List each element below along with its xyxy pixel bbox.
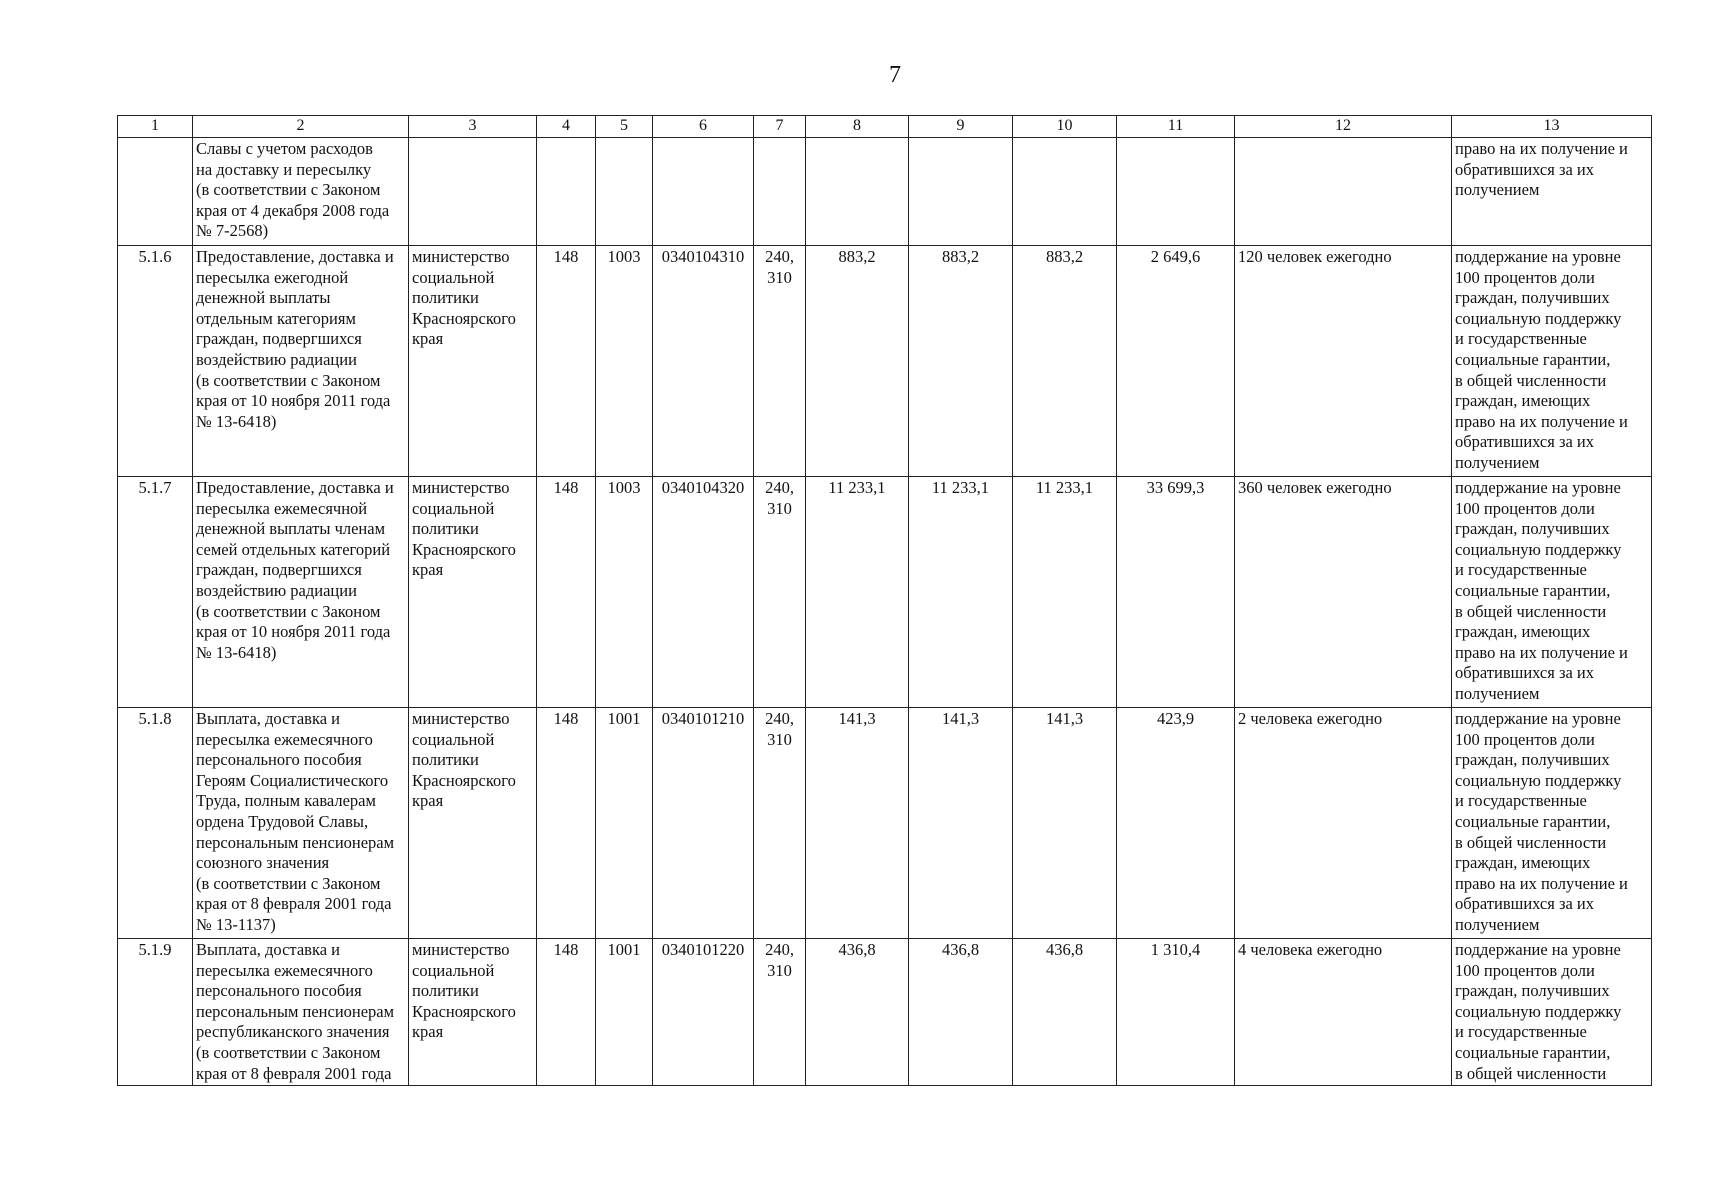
goal-indicator: поддержание на уровне 100 процентов доли граждан, получивших социальную поддержку и государственные социальные гарантии, в общей численности граждан, имеющих право на их получение и обратившихся за их получением (1455, 247, 1628, 472)
amount-year-3: 883,2 (1045, 247, 1084, 266)
column-number: 4 (537, 116, 596, 138)
row-number: 5.1.7 (138, 478, 172, 497)
grbs-code-cell (537, 138, 596, 246)
amount-total: 33 699,3 (1146, 478, 1205, 497)
rzpr-code-cell (596, 939, 653, 1086)
goal-indicator-cell (1452, 939, 1652, 1086)
activity-name: Предоставление, доставка и пересылка ежемесячной денежной выплаты членам семей отдельных категорий граждан, подвергшихся воздействию радиации (в соответствии с Законом края от 10 ноября 2011 года № 13-6418) (196, 478, 394, 662)
page-number: 7 (889, 62, 901, 88)
amount-year-1-cell (806, 939, 909, 1086)
amount-year-2: 883,2 (941, 247, 980, 266)
expected-result-cell (1235, 138, 1452, 246)
table-row (118, 138, 1652, 246)
amount-total-cell (1117, 708, 1235, 939)
amount-year-3-cell (1013, 477, 1117, 708)
row-number-cell (118, 708, 193, 939)
column-number: 12 (1235, 116, 1452, 138)
grbs-code-cell (537, 708, 596, 939)
expected-result-cell (1235, 477, 1452, 708)
executor-cell (409, 477, 537, 708)
vr-code-cell (754, 246, 806, 477)
amount-year-2-cell (909, 477, 1013, 708)
program-activities-table (117, 115, 1652, 1086)
activity-name-cell (193, 939, 409, 1086)
rzpr-code-cell (596, 708, 653, 939)
activity-name: Славы с учетом расходов на доставку и пересылку (в соответствии с Законом края от 4 декабря 2008 года № 7-2568) (196, 139, 390, 241)
goal-indicator-cell (1452, 477, 1652, 708)
grbs-code: 148 (553, 247, 579, 266)
csr-code: 0340101220 (661, 940, 745, 959)
activity-name: Выплата, доставка и пересылка ежемесячного персонального пособия персональным пенсионерам республиканского значения (в соответствии с Законом края от 8 февраля 2001 года (196, 940, 395, 1083)
csr-code-cell (653, 138, 754, 246)
amount-year-3-cell (1013, 939, 1117, 1086)
executor: министерство социальной политики Красноярского края (412, 709, 516, 811)
amount-year-3: 141,3 (1045, 709, 1084, 728)
table-row (118, 246, 1652, 477)
amount-total-cell (1117, 939, 1235, 1086)
csr-code: 0340104320 (661, 478, 745, 497)
column-number: 8 (806, 116, 909, 138)
row-number: 5.1.8 (138, 709, 172, 728)
amount-year-1-cell (806, 708, 909, 939)
rzpr-code: 1001 (607, 940, 641, 959)
expected-result-cell (1235, 246, 1452, 477)
expected-result: 120 человек ежегодно (1238, 247, 1392, 266)
grbs-code: 148 (553, 940, 579, 959)
grbs-code-cell (537, 246, 596, 477)
amount-year-2-cell (909, 939, 1013, 1086)
amount-year-1-cell (806, 477, 909, 708)
column-number: 2 (193, 116, 409, 138)
row-number: 5.1.9 (138, 940, 172, 959)
row-number-cell (118, 477, 193, 708)
amount-total: 2 649,6 (1150, 247, 1201, 266)
executor-cell (409, 246, 537, 477)
csr-code-cell (653, 708, 754, 939)
grbs-code-cell (537, 477, 596, 708)
goal-indicator: право на их получение и обратившихся за их получением (1455, 139, 1628, 200)
column-number-row (118, 116, 1652, 138)
amount-total: 423,9 (1156, 709, 1195, 728)
amount-year-3-cell (1013, 246, 1117, 477)
vr-code: 240, 310 (765, 709, 794, 749)
expected-result: 360 человек ежегодно (1238, 478, 1392, 497)
activity-name-cell (193, 138, 409, 246)
row-number-cell (118, 939, 193, 1086)
goal-indicator-cell (1452, 246, 1652, 477)
goal-indicator: поддержание на уровне 100 процентов доли граждан, получивших социальную поддержку и государственные социальные гарантии, в общей численности граждан, имеющих право на их получение и обратившихся за их получением (1455, 709, 1628, 934)
goal-indicator-cell (1452, 138, 1652, 246)
vr-code-cell (754, 939, 806, 1086)
expected-result: 4 человека ежегодно (1238, 940, 1383, 959)
rzpr-code: 1003 (607, 247, 641, 266)
vr-code-cell (754, 708, 806, 939)
rzpr-code: 1003 (607, 478, 641, 497)
rzpr-code-cell (596, 246, 653, 477)
amount-year-1: 141,3 (838, 709, 876, 728)
column-number: 7 (754, 116, 806, 138)
csr-code-cell (653, 246, 754, 477)
executor: министерство социальной политики Красноярского края (412, 478, 516, 580)
amount-year-2-cell (909, 246, 1013, 477)
amount-year-2-cell (909, 138, 1013, 246)
rzpr-code-cell (596, 477, 653, 708)
executor: министерство социальной политики Красноярского края (412, 940, 516, 1042)
executor-cell (409, 708, 537, 939)
grbs-code: 148 (553, 478, 579, 497)
activity-name: Выплата, доставка и пересылка ежемесячного персонального пособия Героям Социалистического Труда, полным кавалерам ордена Трудовой Славы, персональным пенсионерам союзного значения (в соответствии с Законом края от 8 февраля 2001 года № 13-1137) (196, 709, 395, 934)
amount-total: 1 310,4 (1150, 940, 1201, 959)
expected-result-cell (1235, 939, 1452, 1086)
column-number: 5 (596, 116, 653, 138)
vr-code-cell (754, 477, 806, 708)
amount-year-1-cell (806, 246, 909, 477)
rzpr-code-cell (596, 138, 653, 246)
table-row (118, 708, 1652, 939)
amount-total-cell (1117, 138, 1235, 246)
column-number: 3 (409, 116, 537, 138)
vr-code: 240, 310 (765, 478, 794, 518)
vr-code: 240, 310 (765, 247, 794, 287)
activity-name-cell (193, 708, 409, 939)
amount-total-cell (1117, 246, 1235, 477)
column-number: 1 (118, 116, 193, 138)
amount-year-3-cell (1013, 138, 1117, 246)
activity-name-cell (193, 477, 409, 708)
csr-code-cell (653, 477, 754, 708)
column-number: 11 (1117, 116, 1235, 138)
activity-name: Предоставление, доставка и пересылка ежегодной денежной выплаты отдельным категориям граждан, подвергшихся воздействию радиации (в соответствии с Законом края от 10 ноября 2011 года № 13-6418) (196, 247, 394, 431)
csr-code: 0340104310 (661, 247, 745, 266)
amount-year-1: 436,8 (838, 940, 876, 959)
amount-year-1: 11 233,1 (828, 478, 886, 497)
column-number: 9 (909, 116, 1013, 138)
csr-code-cell (653, 939, 754, 1086)
row-number-cell (118, 246, 193, 477)
expected-result: 2 человека ежегодно (1238, 709, 1383, 728)
amount-total-cell (1117, 477, 1235, 708)
amount-year-1-cell (806, 138, 909, 246)
amount-year-2: 11 233,1 (931, 478, 990, 497)
goal-indicator: поддержание на уровне 100 процентов доли граждан, получивших социальную поддержку и государственные социальные гарантии, в общей численности граждан, имеющих право на их получение и обратившихся за их получением (1455, 478, 1628, 703)
executor: министерство социальной политики Красноярского края (412, 247, 516, 349)
amount-year-2: 436,8 (941, 940, 980, 959)
row-number: 5.1.6 (138, 247, 172, 266)
column-number: 10 (1013, 116, 1117, 138)
table-row (118, 939, 1652, 1086)
amount-year-3-cell (1013, 708, 1117, 939)
amount-year-2: 141,3 (941, 709, 980, 728)
amount-year-2-cell (909, 708, 1013, 939)
goal-indicator: поддержание на уровне 100 процентов доли граждан, получивших социальную поддержку и государственные социальные гарантии, в общей численности (1455, 940, 1622, 1083)
executor-cell (409, 939, 537, 1086)
table-row (118, 477, 1652, 708)
activity-name-cell (193, 246, 409, 477)
column-number: 6 (653, 116, 754, 138)
csr-code: 0340101210 (661, 709, 745, 728)
vr-code: 240, 310 (765, 940, 794, 980)
rzpr-code: 1001 (607, 709, 641, 728)
amount-year-3: 436,8 (1045, 940, 1084, 959)
expected-result-cell (1235, 708, 1452, 939)
grbs-code: 148 (553, 709, 579, 728)
executor-cell (409, 138, 537, 246)
row-number-cell (118, 138, 193, 246)
goal-indicator-cell (1452, 708, 1652, 939)
grbs-code-cell (537, 939, 596, 1086)
column-number: 13 (1452, 116, 1652, 138)
amount-year-3: 11 233,1 (1035, 478, 1094, 497)
amount-year-1: 883,2 (838, 247, 876, 266)
vr-code-cell (754, 138, 806, 246)
